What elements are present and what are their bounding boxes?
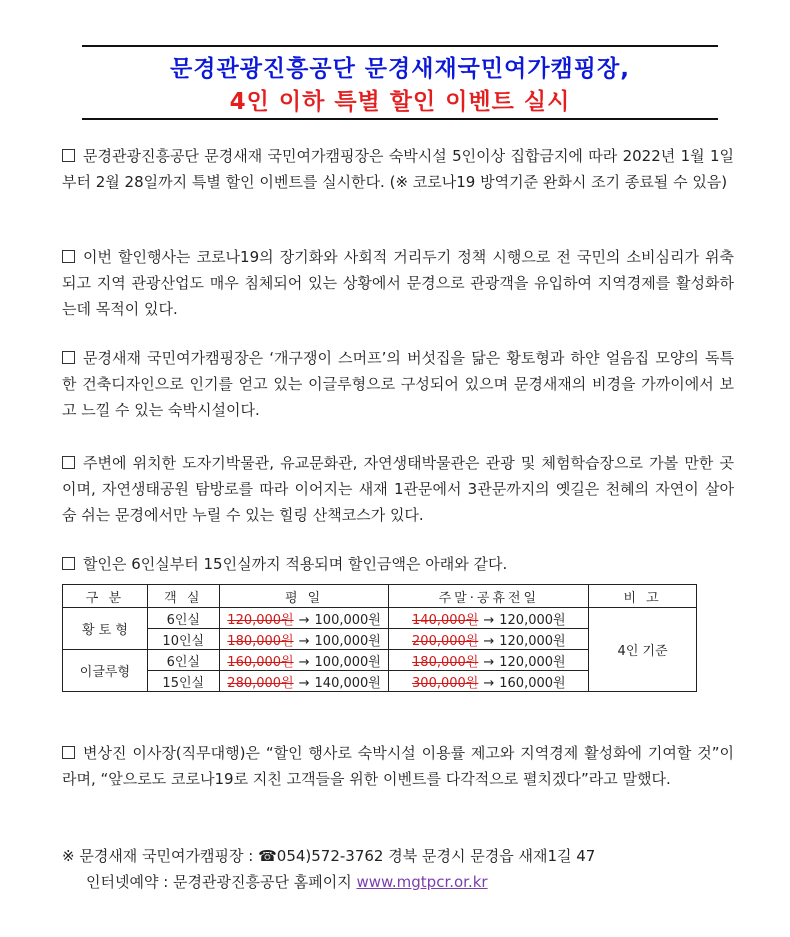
weekend-price-cell: 140,000원 → 120,000원 bbox=[389, 608, 589, 629]
paragraph-2: 이번 할인행사는 코로나19의 장기화와 사회적 거리두기 정책 시행으로 전 국민의 소비심리가 위축되고 지역 관광산업도 매우 침체되어 있는 상황에서 문경으로 관광객을 유입하여 지역경제를 활성화하는데 목적이 있다. bbox=[62, 248, 734, 318]
title-line-2: 4인 이하 특별 할인 이벤트 실시 bbox=[229, 89, 571, 115]
weekday-price-cell: 180,000원 → 100,000원 bbox=[219, 629, 389, 650]
title-bottom-rule bbox=[82, 118, 718, 120]
weekday-price-cell: 160,000원 → 100,000원 bbox=[219, 650, 389, 671]
header-room: 객 실 bbox=[147, 585, 219, 608]
header-note: 비 고 bbox=[589, 585, 697, 608]
checkbox-bullet-icon bbox=[62, 149, 75, 162]
paragraph-1: 문경관광진흥공단 문경새재 국민여가캠핑장은 숙박시설 5인이상 집합금지에 따라 2022년 1월 1일부터 2월 28일까지 특별 할인 이벤트를 실시한다. (※ 코로나19 방역기준 완화시 조기 종료될 수 있음) bbox=[62, 147, 734, 191]
paragraph-6: 변상진 이사장(직무대행)은 “할인 행사로 숙박시설 이용률 제고와 지역경제 활성화에 기여할 것”이라며, “앞으로도 코로나19로 지친 고객들을 위한 이벤트를 다각적으로 펼치겠다”라고 말했다. bbox=[62, 744, 734, 788]
title-top-rule bbox=[82, 45, 718, 47]
discount-table bbox=[62, 584, 697, 692]
group-hwangto: 황 토 형 bbox=[63, 608, 148, 650]
checkbox-bullet-icon bbox=[62, 351, 75, 364]
note-cell: 4인 기준 bbox=[589, 608, 697, 692]
paragraph-3: 문경새재 국민여가캠핑장은 ‘개구쟁이 스머프’의 버섯집을 닮은 황토형과 하얀 얼음집 모양의 독특한 건축디자인으로 인기를 얻고 있는 이글루형으로 구성되어 있으며 문경새재의 비경을 가까이에서 보고 느낄 수 있는 숙박시설이다. bbox=[62, 349, 734, 419]
room-cell: 6인실 bbox=[147, 650, 219, 671]
table-header-row bbox=[63, 585, 697, 608]
weekend-price-cell: 300,000원 → 160,000원 bbox=[389, 671, 589, 692]
weekday-price-cell: 280,000원 → 140,000원 bbox=[219, 671, 389, 692]
room-cell: 10인실 bbox=[147, 629, 219, 650]
checkbox-bullet-icon bbox=[62, 557, 75, 570]
checkbox-bullet-icon bbox=[62, 456, 75, 469]
title-line-1: 문경관광진흥공단 문경새재국민여가캠핑장, bbox=[170, 56, 630, 82]
header-type: 구 분 bbox=[63, 585, 148, 608]
reservation-line: 인터넷예약 : 문경관광진흥공단 홈페이지 www.mgtpcr.or.kr bbox=[86, 873, 488, 891]
contact-info bbox=[62, 843, 595, 895]
weekday-price-cell: 120,000원 → 100,000원 bbox=[219, 608, 389, 629]
checkbox-bullet-icon bbox=[62, 250, 75, 263]
homepage-link[interactable]: www.mgtpcr.or.kr bbox=[356, 873, 488, 891]
contact-line: ※ 문경새재 국민여가캠핑장 : ☎054)572-3762 경북 문경시 문경읍 새재1길 47 bbox=[62, 847, 596, 865]
header-weekend: 주말·공휴전일 bbox=[389, 585, 589, 608]
weekend-price-cell: 180,000원 → 120,000원 bbox=[389, 650, 589, 671]
paragraph-5: 할인은 6인실부터 15인실까지 적용되며 할인금액은 아래와 같다. bbox=[62, 551, 734, 577]
table-row bbox=[63, 608, 697, 629]
paragraph-4: 주변에 위치한 도자기박물관, 유교문화관, 자연생태박물관은 관광 및 체험학습장으로 가볼 만한 곳이며, 자연생태공원 탐방로를 따라 이어지는 새재 1관문에서 3관문까지의 옛길은 천혜의 자연이 살아 숨 쉬는 문경에서만 누릴 수 있는 힐링 산책코스가 있다. bbox=[62, 454, 734, 524]
weekend-price-cell: 200,000원 → 120,000원 bbox=[389, 629, 589, 650]
room-cell: 6인실 bbox=[147, 608, 219, 629]
checkbox-bullet-icon bbox=[62, 746, 75, 759]
group-igloo: 이글루형 bbox=[63, 650, 148, 692]
room-cell: 15인실 bbox=[147, 671, 219, 692]
header-weekday: 평 일 bbox=[219, 585, 389, 608]
